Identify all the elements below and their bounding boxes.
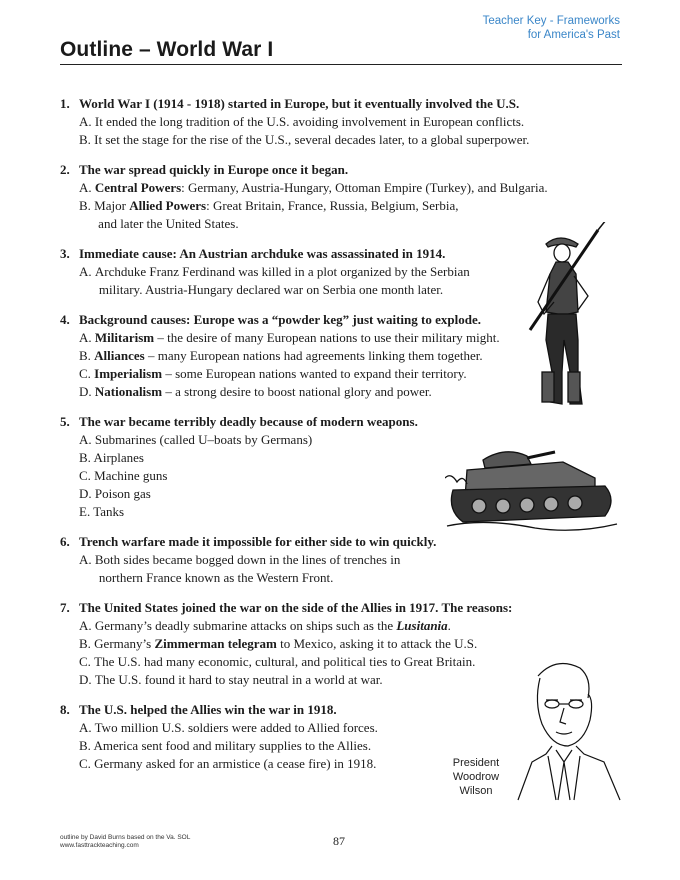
section-heading: Immediate cause: An Austrian archduke was assassinated in 1914.	[79, 246, 446, 261]
outline-section-1	[60, 95, 620, 149]
page-number: 87	[333, 834, 345, 848]
key-term: Alliances	[94, 348, 145, 363]
key-term: Militarism	[94, 330, 155, 345]
portrait-caption	[442, 756, 510, 798]
outline-item: A. Two million U.S. soldiers were added to Allied forces.	[79, 720, 378, 735]
outline-item: B. It set the stage for the rise of the U.S., several decades later, to a global superpower.	[79, 132, 530, 147]
teacher-key-line1: Teacher Key - Frameworks	[482, 15, 620, 27]
caption-line: Woodrow	[452, 771, 500, 783]
section-heading: Trench warfare made it impossible for either side to win quickly.	[79, 534, 437, 549]
outline-item: A. Submarines (called U–boats by Germans)	[79, 432, 313, 447]
outline-item: B. Germany’s Zimmerman telegram to Mexico, asking it to attack the U.S.	[79, 636, 478, 651]
title-divider	[60, 64, 622, 65]
outline-section-6	[60, 533, 620, 587]
outline-item: A. Archduke Franz Ferdinand was killed in a plot organized by the Serbian military. Austria-Hungary declared war on Serbia one month later.	[79, 264, 470, 297]
outline-item: E. Tanks	[79, 504, 125, 519]
outline-item: B. Airplanes	[79, 450, 144, 465]
outline-item: B. Major Allied Powers: Great Britain, France, Russia, Belgium, Serbia, and later the United States.	[79, 198, 459, 231]
key-term: Central Powers	[94, 180, 182, 195]
outline-item: D. The U.S. found it hard to stay neutral in a world at war.	[79, 672, 383, 687]
section-heading: The United States joined the war on the side of the Allies in 1917. The reasons:	[79, 600, 513, 615]
key-term: Imperialism	[94, 366, 163, 381]
soldier-illustration	[528, 222, 620, 412]
section-number: 8.	[60, 702, 70, 717]
footer-website-link[interactable]: www.fasttrackteaching.com	[60, 842, 139, 849]
section-heading: The U.S. helped the Allies win the war in 1918.	[79, 702, 337, 717]
tank-illustration	[445, 438, 620, 536]
section-heading: Background causes: Europe was a “powder keg” just waiting to explode.	[79, 312, 481, 327]
section-number: 4.	[60, 312, 70, 327]
section-number: 3.	[60, 246, 70, 261]
key-term: Nationalism	[94, 384, 163, 399]
section-heading: World War I (1914 - 1918) started in Europe, but it eventually involved the U.S.	[79, 96, 520, 111]
outline-item: D. Poison gas	[79, 486, 151, 501]
outline-item: B. America sent food and military supplies to the Allies.	[79, 738, 372, 753]
teacher-key-line2: for America's Past	[527, 29, 620, 41]
section-heading: The war spread quickly in Europe once it began.	[79, 162, 349, 177]
outline-item: A. Germany’s deadly submarine attacks on ships such as the Lusitania.	[79, 618, 451, 633]
outline-item: B. Alliances – many European nations had agreements linking them together.	[79, 348, 483, 363]
section-number: 1.	[60, 96, 70, 111]
ship-name: Lusitania	[396, 618, 448, 633]
outline-item: A. It ended the long tradition of the U.S. avoiding involvement in European conflicts.	[79, 114, 525, 129]
outline-item: A. Central Powers: Germany, Austria-Hungary, Ottoman Empire (Turkey), and Bulgaria.	[79, 180, 548, 195]
outline-item: C. The U.S. had many economic, cultural, and political ties to Great Britain.	[79, 654, 476, 669]
outline-item: A. Both sides became bogged down in the lines of trenches in northern France known as the Western Front.	[79, 552, 401, 585]
caption-line: President	[452, 757, 500, 769]
wilson-portrait	[512, 654, 624, 802]
caption-line: Wilson	[459, 785, 493, 797]
outline-item: A. Militarism – the desire of many European nations to use their military might.	[79, 330, 500, 345]
outline-item: D. Nationalism – a strong desire to boost national glory and power.	[79, 384, 432, 399]
key-term: Allied Powers	[129, 198, 207, 213]
section-heading: The war became terribly deadly because of modern weapons.	[79, 414, 418, 429]
page-title: Outline – World War I	[60, 38, 274, 61]
section-number: 7.	[60, 600, 70, 615]
section-number: 2.	[60, 162, 70, 177]
outline-item: C. Germany asked for an armistice (a cease fire) in 1918.	[79, 756, 377, 771]
footer-credit: outline by David Burns based on the Va. SOL www.fasttrackteaching.com	[60, 834, 191, 849]
outline-item: C. Machine guns	[79, 468, 168, 483]
section-number: 6.	[60, 534, 70, 549]
outline-item: C. Imperialism – some European nations wanted to expand their territory.	[79, 366, 467, 381]
teacher-key-label	[483, 14, 620, 42]
section-number: 5.	[60, 414, 70, 429]
key-term: Zimmerman telegram	[154, 636, 277, 651]
